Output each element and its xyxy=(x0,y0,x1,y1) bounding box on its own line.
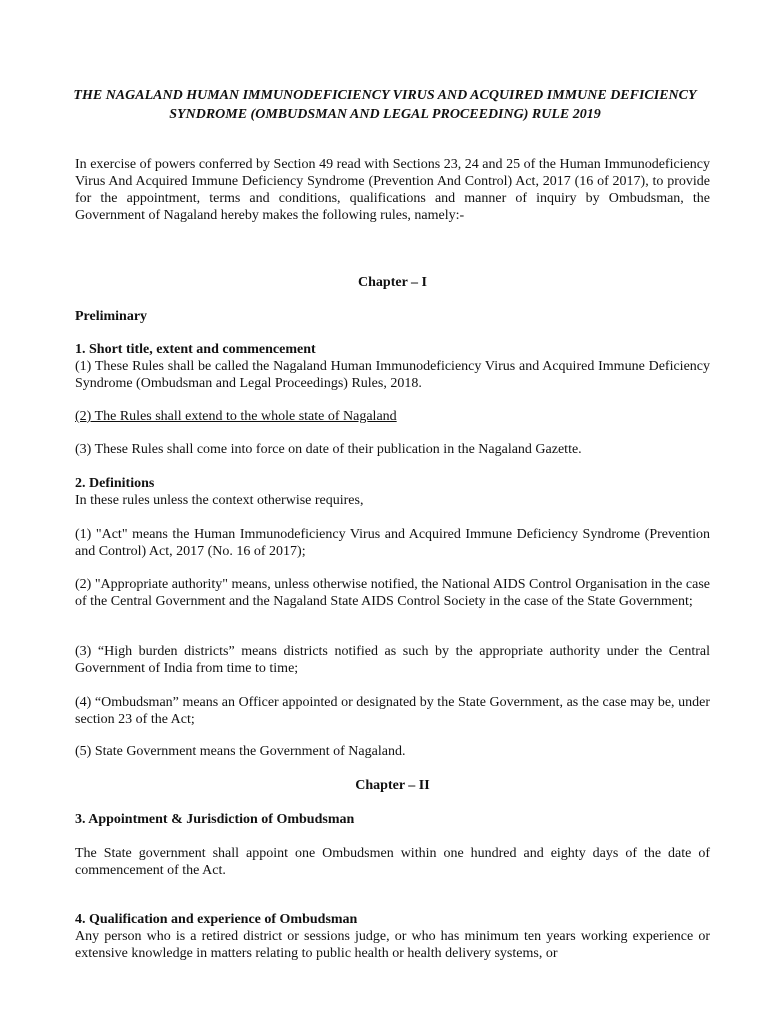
section-4-text: Any person who is a retired district or sessions judge, or who has minimum ten years working experience or extensive knowledge in matters relating to public health or health delivery systems, or xyxy=(75,929,710,961)
section-3-text: The State government shall appoint one Ombudsmen within one hundred and eighty days of the date of commencement of the Act. xyxy=(75,846,710,878)
chapter-2-heading: Chapter – II xyxy=(355,778,430,793)
definition-3: (3) “High burden districts” means districts notified as such by the appropriate authority under the Central Government of India from time to time; xyxy=(75,644,710,676)
section-3-heading: 3. Appointment & Jurisdiction of Ombudsman xyxy=(75,812,355,827)
definition-5: (5) State Government means the Government of Nagaland. xyxy=(75,744,406,759)
section-4-heading: 4. Qualification and experience of Ombudsman xyxy=(75,912,358,927)
definition-2: (2) "Appropriate authority" means, unless otherwise notified, the National AIDS Control Organisation in the case of the Central Government and the Nagaland State AIDS Control Society in the case of the State Government; xyxy=(75,577,710,609)
document-title: THE NAGALAND HUMAN IMMUNODEFICIENCY VIRUS AND ACQUIRED IMMUNE DEFICIENCY SYNDROME (OMBUDSMAN AND LEGAL PROCEEDING) RULE 2019 xyxy=(73,88,697,122)
preliminary-heading: Preliminary xyxy=(75,309,148,324)
definition-1: (1) "Act" means the Human Immunodeficiency Virus and Acquired Immune Deficiency Syndrome (Prevention and Control) Act, 2017 (No. 16 of 2017); xyxy=(75,527,710,559)
section-1-clause-1: (1) These Rules shall be called the Nagaland Human Immunodeficiency Virus and Acquired Immune Deficiency Syndrome (Ombudsman and Legal Proceedings) Rules, 2018. xyxy=(75,359,710,391)
chapter-1-heading: Chapter – I xyxy=(358,275,427,290)
section-1-clause-2: (2) The Rules shall extend to the whole state of Nagaland xyxy=(75,409,397,424)
section-1-clause-3: (3) These Rules shall come into force on date of their publication in the Nagaland Gazette. xyxy=(75,442,582,457)
definition-4: (4) “Ombudsman” means an Officer appointed or designated by the State Government, as the case may be, under section 23 of the Act; xyxy=(75,695,710,727)
preamble-paragraph: In exercise of powers conferred by Section 49 read with Sections 23, 24 and 25 of the Human Immunodeficiency Virus And Acquired Immune Deficiency Syndrome (Prevention And Control) Act, 2017 (16 of 2017), to provide for the appointment, terms and conditions, qualifications and manner of inquiry by Ombudsman, the Government of Nagaland hereby makes the following rules, namely:- xyxy=(75,157,710,223)
section-2-heading: 2. Definitions xyxy=(75,476,155,491)
definitions-intro: In these rules unless the context otherwise requires, xyxy=(75,493,364,508)
section-1-heading: 1. Short title, extent and commencement xyxy=(75,342,316,357)
